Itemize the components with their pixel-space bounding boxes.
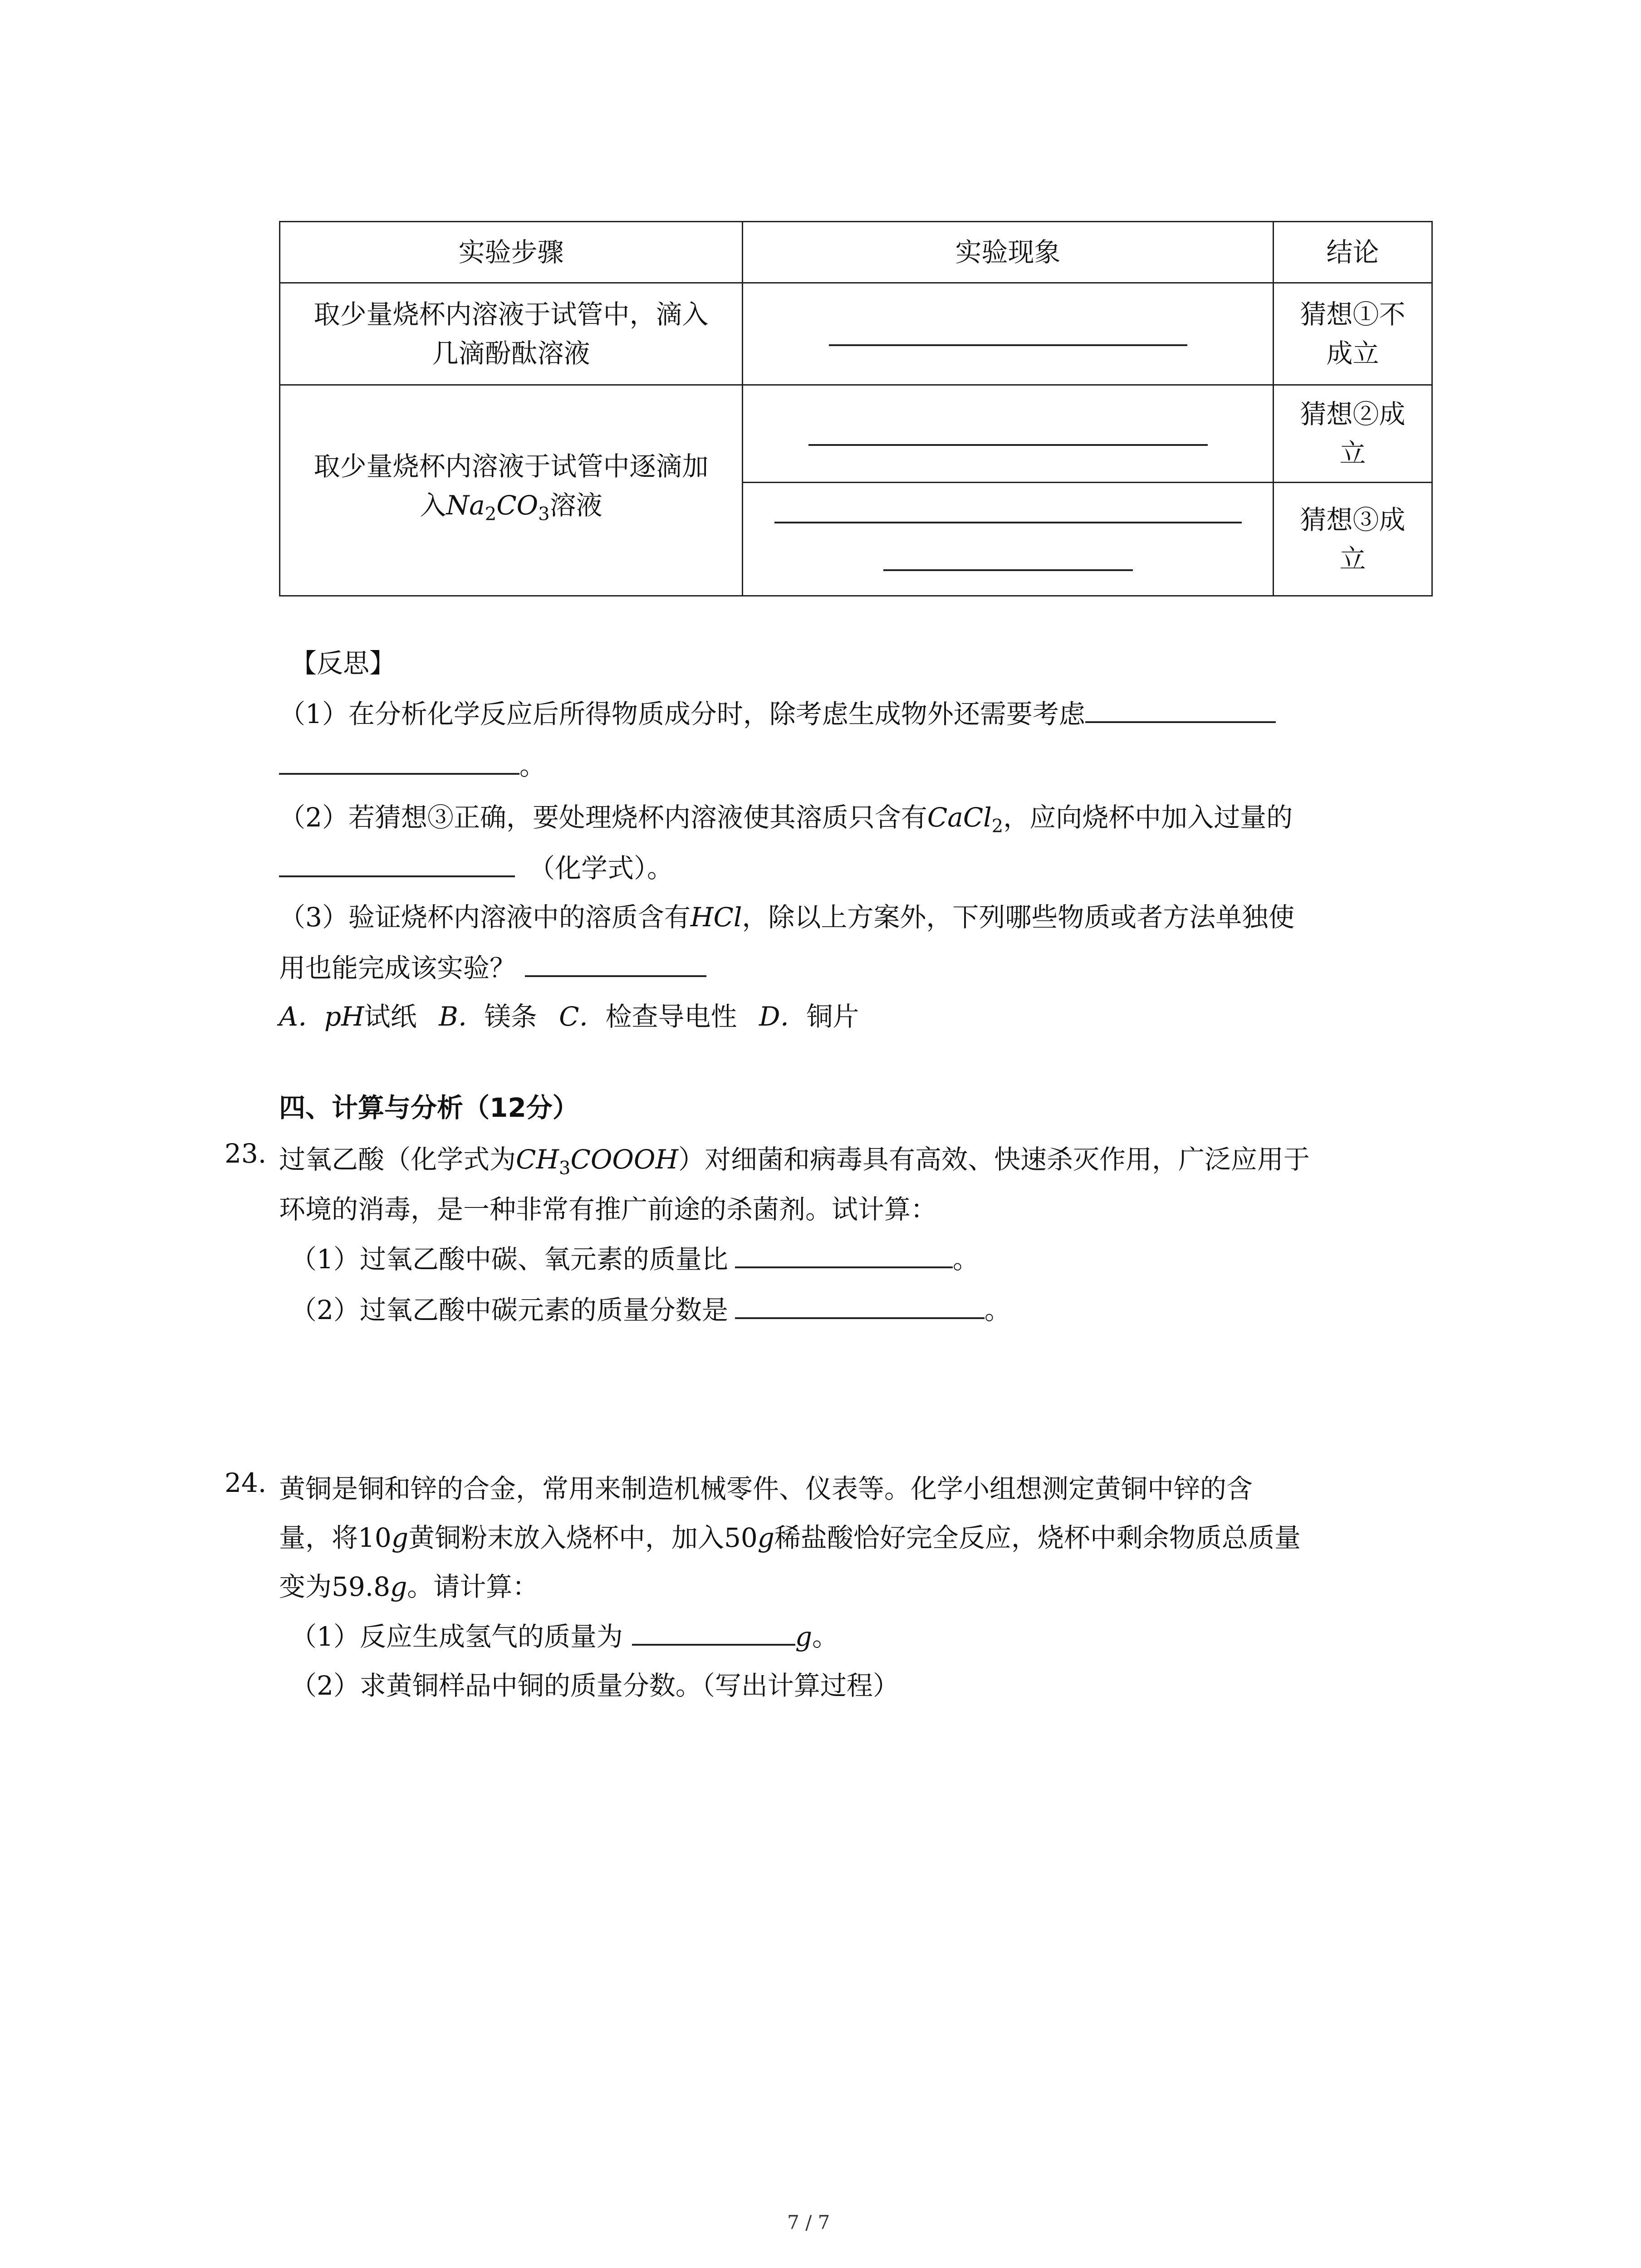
row2-step: 取少量烧杯内溶液于试管中逐滴加入$Na_2CO_3$溶液	[280, 385, 743, 596]
q23-part2: （2）过氧乙酸中碳元素的质量分数是 。	[290, 1289, 1011, 1327]
answer-blank[interactable]	[883, 569, 1133, 571]
answer-blank[interactable]	[525, 948, 706, 977]
q24-part2: （2）求黄铜样品中铜的质量分数。（写出计算过程）	[290, 1670, 899, 1701]
answer-blank[interactable]	[1085, 694, 1276, 723]
reflection-options: A．pH试纸 B．镁条 C．检查导电性 D．铜片	[279, 1001, 859, 1032]
row1-conclusion: 猜想①不成立	[1274, 283, 1432, 385]
reflection-heading: 【反思】	[290, 648, 396, 679]
reflection-q1-cont: 。	[279, 744, 546, 782]
q23-part1: （1）过氧乙酸中碳、氧元素的质量比 。	[290, 1238, 979, 1276]
reflection-q3: （3）验证烧杯内溶液中的溶质含有HCl，除以上方案外，下列哪些物质或者方法单独使	[279, 902, 1295, 933]
header-conclusion: 结论	[1274, 222, 1432, 283]
reflection-q2-cont: （化学式）。	[279, 847, 673, 885]
answer-blank[interactable]	[279, 848, 515, 877]
q23-number: 23.	[225, 1138, 267, 1169]
row2a-conclusion: 猜想②成立	[1274, 385, 1432, 483]
row2b-phenomenon-blank	[743, 483, 1274, 596]
experiment-table	[279, 221, 1433, 596]
q24-line1: 黄铜是铜和锌的合金，常用来制造机械零件、仪表等。化学小组想测定黄铜中锌的含	[279, 1473, 1253, 1504]
header-steps: 实验步骤	[280, 222, 743, 283]
reflection-q3-cont: 用也能完成该实验？	[279, 947, 706, 985]
q24-part1: （1）反应生成氢气的质量为 g。	[290, 1615, 838, 1653]
answer-blank[interactable]	[279, 746, 519, 775]
page-number: 7 / 7	[787, 2211, 830, 2234]
answer-blank[interactable]	[829, 344, 1187, 346]
row1-phenomenon-blank	[743, 283, 1274, 385]
answer-blank[interactable]	[774, 521, 1242, 523]
answer-blank[interactable]	[632, 1617, 795, 1646]
q24-number: 24.	[225, 1467, 267, 1498]
reflection-q1: （1）在分析化学反应后所得物质成分时，除考虑生成物外还需要考虑	[279, 693, 1276, 731]
row2b-conclusion: 猜想③成立	[1274, 483, 1432, 596]
q23-line1: 过氧乙酸（化学式为$CH_3COOOH$）对细菌和病毒具有高效、快速杀灭作用，广泛应用于	[279, 1144, 1310, 1179]
answer-blank[interactable]	[808, 444, 1208, 446]
section-title: 四、计算与分析（12分）	[279, 1092, 579, 1123]
q23-line2: 环境的消毒，是一种非常有推广前途的杀菌剂。试计算：	[279, 1194, 937, 1225]
q24-line2: 量，将10g黄铜粉末放入烧杯中，加入50g稀盐酸恰好完全反应，烧杯中剩余物质总质量	[279, 1522, 1301, 1553]
q24-line3: 变为59.8g。请计算：	[279, 1571, 539, 1602]
row1-step: 取少量烧杯内溶液于试管中，滴入几滴酚酞溶液	[280, 283, 743, 385]
header-phenomena: 实验现象	[743, 222, 1274, 283]
reflection-q2: （2）若猜想③正确，要处理烧杯内溶液使其溶质只含有CaCl$_2$，应向烧杯中加入过量的	[279, 802, 1293, 837]
row2a-phenomenon-blank	[743, 385, 1274, 483]
answer-blank[interactable]	[735, 1239, 953, 1268]
answer-blank[interactable]	[735, 1290, 985, 1319]
